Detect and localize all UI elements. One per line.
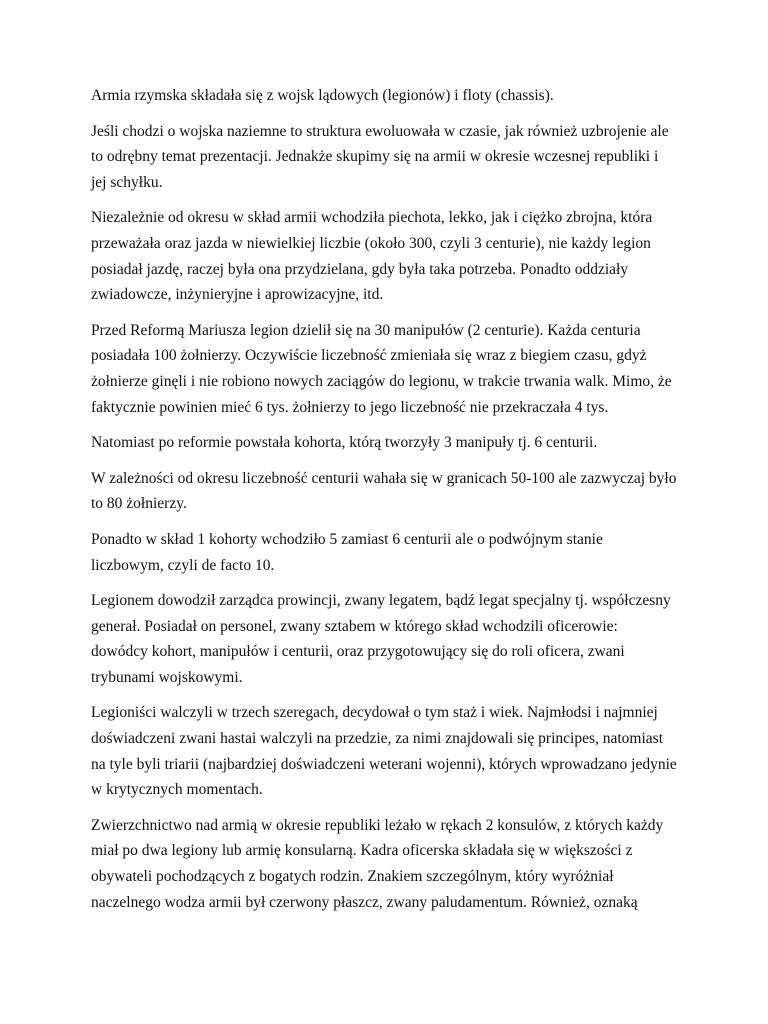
paragraph-3: Niezależnie od okresu w skład armii wchodziła piechota, lekko, jak i ciężko zbrojna, która przeważała oraz jazda w niewielkiej liczbie (około 300, czyli 3 centurie), nie każdy legion posiadał jazdę, raczej była ona przydzielana, gdy była taka potrzeba. Ponadto oddziały zwiadowcze, inżynieryjne i aprowizacyjne, itd. [91, 209, 653, 304]
paragraph-8: Legionem dowodził zarządca prowincji, zwany legatem, bądź legat specjalny tj. współczesny generał. Posiadał on personel, zwany sztabem w którego skład wchodzili oficerowie: dowódcy kohort, manipułów i centurii, oraz przygotowujący się do roli oficera, zwani trybunami wojskowymi. [91, 592, 671, 686]
document-body [91, 83, 691, 925]
paragraph-9: Legioniści walczyli w trzech szeregach, decydował o tym staż i wiek. Najmłodsi i najmniej doświadczeni zwani hastai walczyli na przedzie, za nimi znajdowali się principes, natomiast na tyle byli triarii (najbardziej doświadczeni weterani wojenni), których wprowadzano jedynie w krytycznych momentach. [91, 704, 677, 799]
paragraph-10: Zwierzchnictwo nad armią w okresie republiki leżało w rękach 2 konsulów, z których każdy miał po dwa legiony lub armię konsularną. Kadra oficerska składała się w większości z obywateli pochodzących z bogatych rodzin. Znakiem szczególnym, który wyróżniał naczelnego wodza armii był czerwony płaszcz, zwany paludamentum. Również, oznaką [91, 816, 664, 911]
paragraph-1: Armia rzymska składała się z wojsk lądowych (legionów) i floty (chassis). [91, 87, 554, 104]
paragraph-2: Jeśli chodzi o wojska naziemne to struktura ewoluowała w czasie, jak również uzbrojenie ale to odrębny temat prezentacji. Jednakże skupimy się na armii w okresie wczesnej republiki i jej schyłku. [91, 122, 669, 191]
paragraph-6: W zależności od okresu liczebność centurii wahała się w granicach 50-100 ale zazwyczaj było to 80 żołnierzy. [91, 469, 677, 513]
paragraph-4: Przed Reformą Mariusza legion dzielił się na 30 manipułów (2 centurie). Każda centuria posiadała 100 żołnierzy. Oczywiście liczebność zmieniała się wraz z biegiem czasu, gdyż żołnierze ginęli i nie robiono nowych zaciągów do legionu, w trakcie trwania walk. Mimo, że faktycznie powinien mieć 6 tys. żołnierzy to jego liczebność nie przekraczała 4 tys. [91, 321, 672, 416]
paragraph-7: Ponadto w skład 1 kohorty wchodziło 5 zamiast 6 centurii ale o podwójnym stanie liczbowym, czyli de facto 10. [91, 530, 603, 574]
paragraph-5: Natomiast po reformie powstała kohorta, którą tworzyły 3 manipuły tj. 6 centurii. [91, 434, 598, 452]
